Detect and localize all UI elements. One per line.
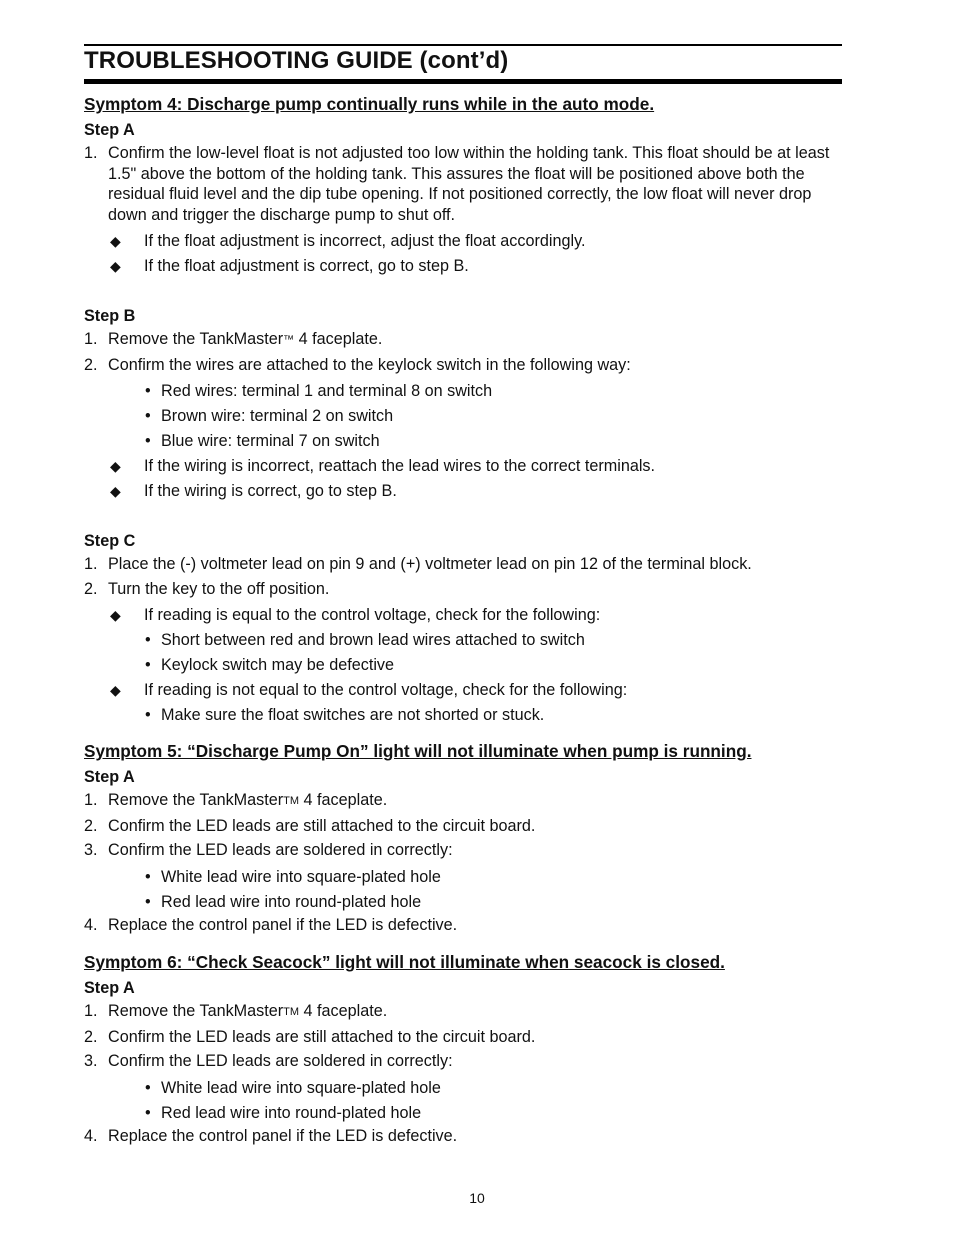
trademark-symbol: TM [283, 795, 300, 807]
item-text: If the wiring is incorrect, reattach the lead wires to the correct terminals. [144, 457, 656, 475]
item-text: If the wiring is correct, go to step B. [144, 482, 397, 500]
item-text: Place the (-) voltmeter lead on pin 9 and (+) voltmeter lead on pin 12 of the terminal block. [108, 555, 752, 573]
item-text: Short between red and brown lead wires attached to switch [161, 631, 585, 649]
diamond-bullet-icon: ◆ [110, 233, 121, 249]
bullet-icon: • [145, 382, 151, 400]
item-text-end: 4 faceplate. [294, 330, 383, 348]
item-text: Brown wire: terminal 2 on switch [161, 407, 394, 425]
diamond-item [84, 229, 842, 254]
bullet-icon: • [145, 432, 151, 450]
diamond-bullet-icon: ◆ [110, 258, 121, 274]
item-number: 2. [84, 816, 98, 835]
item-number: 1. [84, 791, 98, 809]
bullet-item [84, 703, 842, 728]
bullet-item [84, 653, 842, 678]
item-number: 2. [84, 355, 98, 374]
item-number: 4. [84, 1126, 98, 1145]
page-title: TROUBLESHOOTING GUIDE (cont’d) [84, 47, 509, 74]
bullet-icon: • [145, 1103, 151, 1122]
list-item [84, 840, 842, 861]
diamond-bullet-icon: ◆ [110, 607, 121, 623]
symptom-5-heading: Symptom 5: “Discharge Pump On” light will not illuminate when pump is running. [84, 741, 752, 761]
item-text: Red lead wire into round-plated hole [161, 892, 422, 911]
item-text: Confirm the LED leads are soldered in correctly: [108, 841, 453, 859]
content [84, 93, 842, 1150]
item-text: Confirm the LED leads are still attached to the circuit board. [108, 1027, 536, 1046]
diamond-bullet-icon: ◆ [110, 483, 121, 499]
item-number: 1. [84, 144, 98, 162]
bullet-item [84, 865, 842, 890]
diamond-item [84, 603, 842, 628]
trademark-symbol: ™ [283, 334, 295, 346]
item-text: Turn the key to the off position. [108, 579, 330, 598]
bullet-item [84, 890, 842, 915]
item-number: 1. [84, 330, 98, 348]
list-item [84, 554, 842, 575]
diamond-item [84, 479, 842, 504]
list-item [84, 915, 842, 936]
item-text: Confirm the LED leads are soldered in correctly: [108, 1052, 453, 1070]
bullet-icon: • [145, 656, 151, 674]
bullet-item [84, 379, 842, 404]
bullet-item [84, 1076, 842, 1101]
item-text: Blue wire: terminal 7 on switch [161, 432, 380, 450]
list-item [84, 1001, 842, 1023]
item-number: 1. [84, 1002, 98, 1020]
item-number: 2. [84, 1027, 98, 1046]
item-number: 3. [84, 1052, 98, 1070]
item-text: Keylock switch may be defective [161, 656, 395, 674]
item-text: Confirm the wires are attached to the keylock switch in the following way: [108, 355, 631, 374]
symptom-6-heading: Symptom 6: “Check Seacock” light will not illuminate when seacock is closed. [84, 952, 725, 972]
title-underline-rule [84, 79, 842, 84]
item-text-start: Remove the TankMaster [108, 1002, 284, 1020]
list-item [84, 579, 842, 600]
item-number: 4. [84, 915, 98, 934]
item-text-start: Remove the TankMaster [108, 791, 284, 809]
diamond-bullet-icon: ◆ [110, 682, 121, 698]
top-rule [84, 44, 842, 46]
item-text: Red lead wire into round-plated hole [161, 1103, 422, 1122]
item-text: Red wires: terminal 1 and terminal 8 on switch [161, 382, 493, 400]
bullet-icon: • [145, 867, 151, 886]
list-item [84, 816, 842, 837]
item-text: White lead wire into square-plated hole [161, 1078, 441, 1097]
item-text: Confirm the low-level float is not adjusted too low within the holding tank. This float should be at least 1.5" above the bottom of the holding tank. This assures the float will be positioned above both the residual fluid level and the dip tube opening. If not positioned correctly, the low float will never drop down and trigger the discharge pump to shut off. [108, 144, 830, 224]
list-item [84, 329, 842, 351]
diamond-item [84, 678, 842, 703]
step-b-label: Step B [84, 307, 136, 325]
bullet-item [84, 1101, 842, 1126]
item-text: Make sure the float switches are not shorted or stuck. [161, 706, 545, 724]
step-a-label: Step A [84, 121, 135, 139]
diamond-item [84, 254, 842, 279]
item-text: Confirm the LED leads are still attached to the circuit board. [108, 816, 536, 835]
symptom-4-heading: Symptom 4: Discharge pump continually runs while in the auto mode. [84, 94, 655, 114]
item-text: If reading is not equal to the control voltage, check for the following: [144, 681, 628, 699]
item-text: If reading is equal to the control voltage, check for the following: [144, 606, 601, 624]
bullet-icon: • [145, 631, 151, 649]
page-number: 10 [469, 1190, 485, 1206]
item-text: If the float adjustment is correct, go to step B. [144, 257, 469, 275]
list-item [84, 1126, 842, 1147]
item-text: If the float adjustment is incorrect, adjust the float accordingly. [144, 232, 586, 250]
item-text-end: 4 faceplate. [299, 791, 388, 809]
item-text: Replace the control panel if the LED is defective. [108, 1126, 458, 1145]
item-number: 2. [84, 579, 98, 598]
item-text-start: Remove the TankMaster [108, 330, 284, 348]
bullet-item [84, 628, 842, 653]
step-a-label: Step A [84, 979, 135, 997]
list-item [84, 355, 842, 376]
step-a-label: Step A [84, 768, 135, 786]
list-item [84, 1051, 842, 1072]
item-text-end: 4 faceplate. [299, 1002, 388, 1020]
item-text: White lead wire into square-plated hole [161, 867, 441, 886]
bullet-item [84, 404, 842, 429]
bullet-icon: • [145, 1078, 151, 1097]
list-item [84, 790, 842, 812]
bullet-icon: • [145, 706, 151, 724]
trademark-symbol: TM [283, 1006, 300, 1018]
list-item [84, 1027, 842, 1048]
item-number: 3. [84, 841, 98, 859]
item-text: Replace the control panel if the LED is defective. [108, 915, 458, 934]
bullet-item [84, 429, 842, 454]
list-item [84, 143, 842, 225]
item-number: 1. [84, 555, 98, 573]
step-c-label: Step C [84, 532, 136, 550]
diamond-item [84, 454, 842, 479]
diamond-bullet-icon: ◆ [110, 458, 121, 474]
bullet-icon: • [145, 892, 151, 911]
bullet-icon: • [145, 407, 151, 425]
